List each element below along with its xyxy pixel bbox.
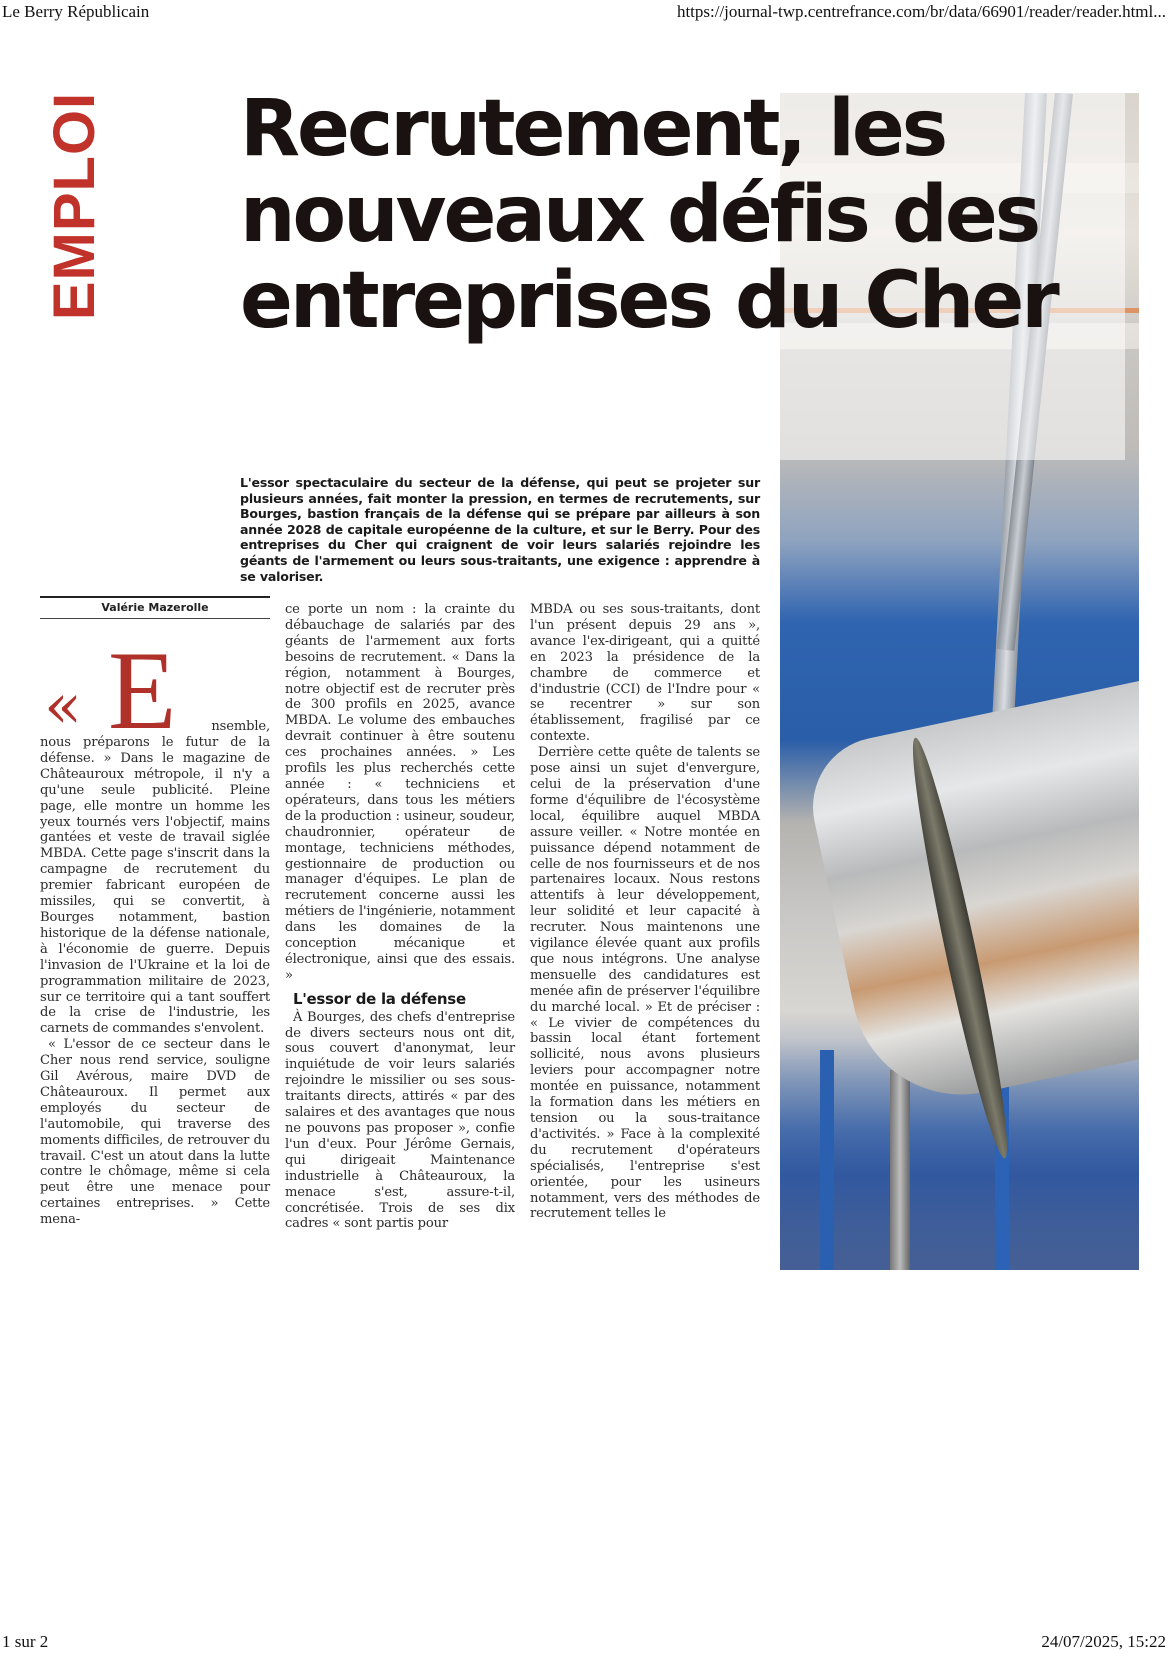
print-datetime: 24/07/2025, 15:22 — [1041, 1632, 1166, 1651]
paragraph: MBDA ou ses sous-traitants, dont l'un présent depuis 29 ans », avance l'ex-dirigeant, qui a quitté en 2023 la présidence de la chambre de commerce et d'industrie (CCI) de l'Indre pour « se recentrer » sur son établissement, fragilisé par ce contexte. — [530, 602, 760, 745]
paragraph: ce porte un nom : la crainte du débauchage de salariés par des géants de l'armement aux forts besoins de recrutement. « Dans la région, notamment à Bourges, notre objectif est de recruter près de 300 profils en 2025, avance MBDA. Le volume des embauches devrait continuer à être soutenu ces prochaines années. » Les profils les plus recherchés cette année : « techniciens et opérateurs, dans tous les métiers de la production : usineur, soudeur, chaudronnier, opérateur de montage, techniciens méthodes, gestionnaire de production ou manager d'équipes. Le plan de recrutement concerne aussi les métiers de l'ingénierie, notamment dans les domaines de la conception mécanique et électronique, ainsi que des essais. » — [285, 602, 515, 983]
headline — [240, 86, 1120, 344]
kicker-label: EMPLOI — [42, 91, 107, 321]
article-column-1 — [40, 629, 270, 1228]
subheading: L'essor de la défense — [293, 989, 466, 1008]
paragraph: À Bourges, des chefs d'entreprise de divers secteurs nous ont dit, sous couvert d'anonymat, leur inquiétude de voir leurs salariés rejoindre le missilier ou ses sous-traitants directs, attirés « par des salaires et des avantages que nous ne pouvons pas proposer », confie l'un d'eux. Pour Jérôme Gernais, qui dirigeait Maintenance industrielle à Châteauroux, la menace s'est, assure-t-il, concrétisée. Trois de ses dix cadres « sont partis pour — [285, 1009, 515, 1232]
dropcap — [40, 629, 270, 753]
page-url: https://journal-twp.centrefrance.com/br/data/66901/reader/reader.html... — [676, 2, 1166, 21]
print-footer — [0, 1630, 1172, 1652]
byline: Valérie Mazerolle — [40, 596, 270, 619]
headline-line: entreprises du Cher — [240, 256, 1057, 346]
site-name: Le Berry Républicain — [2, 2, 150, 21]
page-counter: 1 sur 2 — [2, 1632, 49, 1651]
dropcap-rest: nsemble, — [211, 719, 270, 735]
headline-line: Recrutement, les — [240, 84, 946, 174]
paragraph: « L'essor de ce secteur dans le Cher nous rend service, souligne Gil Avérous, maire DVD de Châteauroux. Il permet aux employés du secteur de l'automobile, qui traverse des moments difficiles, de retrouver du travail. C'est un atout dans la lutte contre le chômage, même si cela peut être une menace pour certaines entreprises. » Cette mena- — [40, 1037, 270, 1228]
paragraph: nous préparons le futur de la défense. » Dans le magazine de Châteauroux métropole, il n'y a qu'une seule publicité. Pleine page, elle montre un homme les yeux tournés vers l'objectif, mains gantées et veste de travail siglée MBDA. Cette page s'inscrit dans la campagne de recrutement du premier fabricant européen de missiles, qui se convertit, à Bourges notamment, bastion historique de la défense nationale, à l'économie de guerre. Depuis l'invasion de l'Ukraine et la loi de programmation militaire de 2023, sur ce territoire qui a tant souffert de la crise de l'industrie, les carnets de commandes s'envolent. — [40, 735, 270, 1037]
dropcap-quote: « — [44, 669, 82, 742]
article-column-2 — [285, 602, 515, 1232]
headline-line: nouveaux défis des — [240, 170, 1039, 260]
dropcap-letter: E — [108, 629, 177, 753]
standfirst: L'essor spectaculaire du secteur de la défense, qui peut se projeter sur plusieurs années, fait monter la pression, en termes de recrutements, sur Bourges, bastion français de la défense qui se prépare par ailleurs à son année 2028 de capitale européenne de la culture, et sur le Berry. Pour des entreprises du Cher qui craignent de voir leurs salariés rejoindre les géants de l'armement ou leurs sous-traitants, une exigence : apprendre à se valoriser. — [240, 475, 760, 584]
article-column-3 — [530, 602, 760, 1222]
print-header — [0, 2, 1172, 24]
paragraph: Derrière cette quête de talents se pose ainsi un sujet d'envergure, celui de la préservation d'une forme d'équilibre de l'écosystème local, équilibre auquel MBDA assure veiller. « Notre montée en puissance dépend notamment de celle de nos fournisseurs et de nos partenaires locaux. Nous restons attentifs à leur développement, leur solidité et leur capacité à recruter. Nous maintenons une vigilance élevée quant aux profils que nous intégrons. Une analyse mensuelle des candidatures est menée afin de préserver l'équilibre du marché local. » Et de préciser : « Le vivier de compétences du bassin local étant fortement sollicité, nous avons plusieurs leviers pour accompagner notre montée en puissance, notamment la formation dans les métiers en tension ou la sous-traitance d'activités. » Face à la complexité du recrutement d'opérateurs spécialisés, l'entreprise s'est orientée, pour les usineurs notamment, vers des méthodes de recrutement telles le — [530, 745, 760, 1222]
section-kicker — [42, 91, 107, 321]
